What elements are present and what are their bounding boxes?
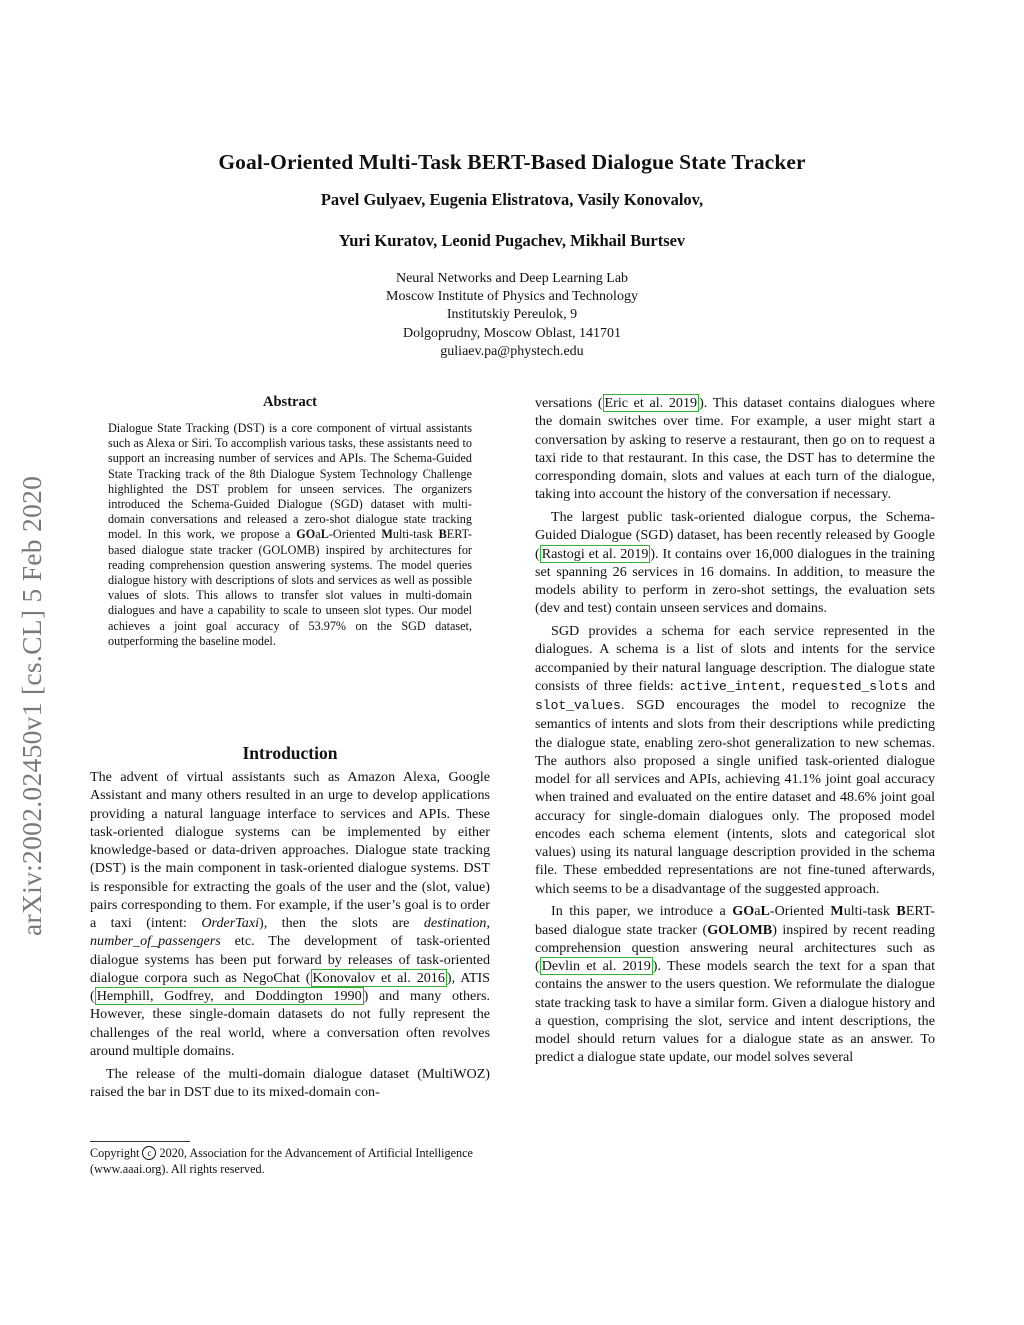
authors-line-1: Pavel Gulyaev, Eugenia Elistratova, Vasily Konovalov, — [320, 190, 704, 209]
citation-link-rastogi[interactable]: Rastogi et al. 2019 — [541, 545, 649, 562]
citation-link-eric[interactable]: Eric et al. 2019 — [604, 395, 698, 411]
right-paragraph-3: SGD provides a schema for each service represented in the dialogues. A schema is a list of slots and intents for the service accompanied by their natural language description. The dialogue state consists of three fields: active_intent, requested_slots and slot_values. SGD encourages the model to recognize the semantics of intents and slots from their descriptions while predicting the dialogue state, enabling zero-shot generalization to new schemas. The authors also proposed a single unified task-oriented dialogue model for all services and APIs, achieving 41.1% joint goal accuracy when trained and evaluated on the entire dataset and 48.6% joint goal accuracy for single-domain dialogues only. The proposed model encodes each schema element (intents, slots and categorical slot values) using its natural language description provided in the schema file. These embedded representations are not fine-tuned afterwards, which seems to be a disadvantage of the suggested approach. — [535, 623, 935, 897]
affiliation-city: Dolgoprudny, Moscow Oblast, 141701 — [402, 325, 622, 341]
citation-link-devlin[interactable]: Devlin et al. 2019 — [541, 958, 651, 974]
citation-link-konovalov[interactable]: Konovalov et al. 2016 — [312, 969, 445, 986]
citation-link-hemphill[interactable]: Hemphill, Godfrey, and Doddington 1990 — [96, 988, 362, 1004]
intro-paragraph-1: The advent of virtual assistants such as Amazon Alexa, Google Assistant and many others resulted in an urge to develop applications providing a natural language interface to services and APIs. These task-oriented dialogue systems can be implemented by either knowledge-based or data-driven approaches. Dialogue state tracking (DST) is the main component in task-oriented dialogue systems. DST is responsible for extracting the goals of the user and the (slot, value) pairs corresponding to them. For example, if the user’s goal is to order a taxi (intent: OrderTaxi), then the slots are destination, number_of_passengers etc. The development of task-oriented dialogue systems has been put forward by releases of task-oriented dialogue corpora such as NegoChat ( Konovalov et al. 2016 ), ATIS ( Hemphill, Godfrey, and Doddington 1990 ) and many others. However, these single-domain datasets do not fully represent the challenges of the real world, where a conversation often revolves around multiple domains. — [90, 769, 490, 1059]
footnote-rule — [90, 1141, 190, 1142]
introduction-heading: Introduction — [242, 743, 338, 763]
right-paragraph-2: The largest public task-oriented dialogue corpus, the Schema-Guided Dialogue (SGD) dataset, has been recently released by Google ( Rastogi et al. 2019 ). It contains over 16,000 dialogues in the training set spanning 26 services in 16 domains. In addition, to measure the models ability to perform in zero-shot settings, the evaluation sets (dev and test) contain unseen services and domains. — [535, 509, 935, 617]
right-column — [535, 394, 935, 1067]
affiliation-street: Institutskiy Pereulok, 9 — [446, 307, 578, 323]
copyright-symbol: c — [142, 1146, 156, 1160]
abstract-body: Dialogue State Tracking (DST) is a core component of virtual assistants such as Alexa or Siri. To accomplish various tasks, these assistants need to support an increasing number of services and APIs. The Schema-Guided State Tracking track of the 8th Dialogue System Technology Challenge highlighted the DST problem for unseen services. The organizers introduced the Schema-Guided Dialogue (SGD) dataset with multi-domain conversations and released a zero-shot dialogue state tracking model. In this work, we propose a GOaL-Oriented Multi-task BERT-based dialogue state tracker (GOLOMB) inspired by architectures for reading comprehension question answering systems. The model queries dialogue history with descriptions of slots and services as well as possible values of slots. This allows to transfer slot values in multi-domain dialogues and have a capability to scale to unseen slot types. Our model achieves a joint goal accuracy of 53.97% on the SGD dataset, outperforming the baseline model. — [108, 421, 472, 648]
left-column — [90, 768, 490, 1101]
arxiv-stamp: arXiv:2002.02450v1 [cs.CL] 5 Feb 2020 — [16, 475, 47, 936]
affiliation-lab: Neural Networks and Deep Learning Lab — [395, 271, 629, 286]
abstract-heading: Abstract — [263, 394, 317, 410]
code-requested-slots: requested_slots — [791, 678, 909, 694]
affiliation-institute: Moscow Institute of Physics and Technology — [386, 289, 638, 305]
copyright-footnote: Copyright c 2020, Association for the Advancement of Artificial Intelligence (www.aaai.org). All rights reserved. — [90, 1146, 473, 1176]
affiliation-email[interactable]: guliaev.pa@phystech.edu — [440, 343, 584, 359]
affiliation — [0, 270, 1024, 361]
code-active-intent: active_intent — [680, 678, 782, 694]
intro-paragraph-2: The release of the multi-domain dialogue dataset (MultiWOZ) raised the bar in DST due to its mixed-domain con- — [90, 1065, 490, 1100]
code-slot-values: slot_values — [535, 698, 621, 713]
right-paragraph-4: In this paper, we introduce a GOaL-Oriented Multi-task BERT-based dialogue state tracker (GOLOMB) inspired by recent reading comprehension question answering neural architectures such as ( Devlin et al. 2019 ). These models search the text for a span that contains the answer to the users question. We reformulate the dialogue state tracking task to have a similar form. Given a dialogue history and a question, comprising the slot, service and intent descriptions, the model should return values for a dialogue state as an answer. To predict a dialogue state update, our model solves several — [535, 903, 936, 1066]
authors-line-2: Yuri Kuratov, Leonid Pugachev, Mikhail Burtsev — [338, 231, 686, 250]
paper-title: Goal-Oriented Multi-Task BERT-Based Dialogue State Tracker — [218, 150, 806, 174]
right-paragraph-1: versations ( Eric et al. 2019 ). This dataset contains dialogues where the domain switches over time. For example, a user might start a conversation by asking to reserve a restaurant, then go on to request a taxi ride to that restaurant. In this case, the DST has to determine the corresponding domain, slots and values at each turn of the dialogue, taking into account the history of the conversation if necessary. — [535, 395, 935, 503]
